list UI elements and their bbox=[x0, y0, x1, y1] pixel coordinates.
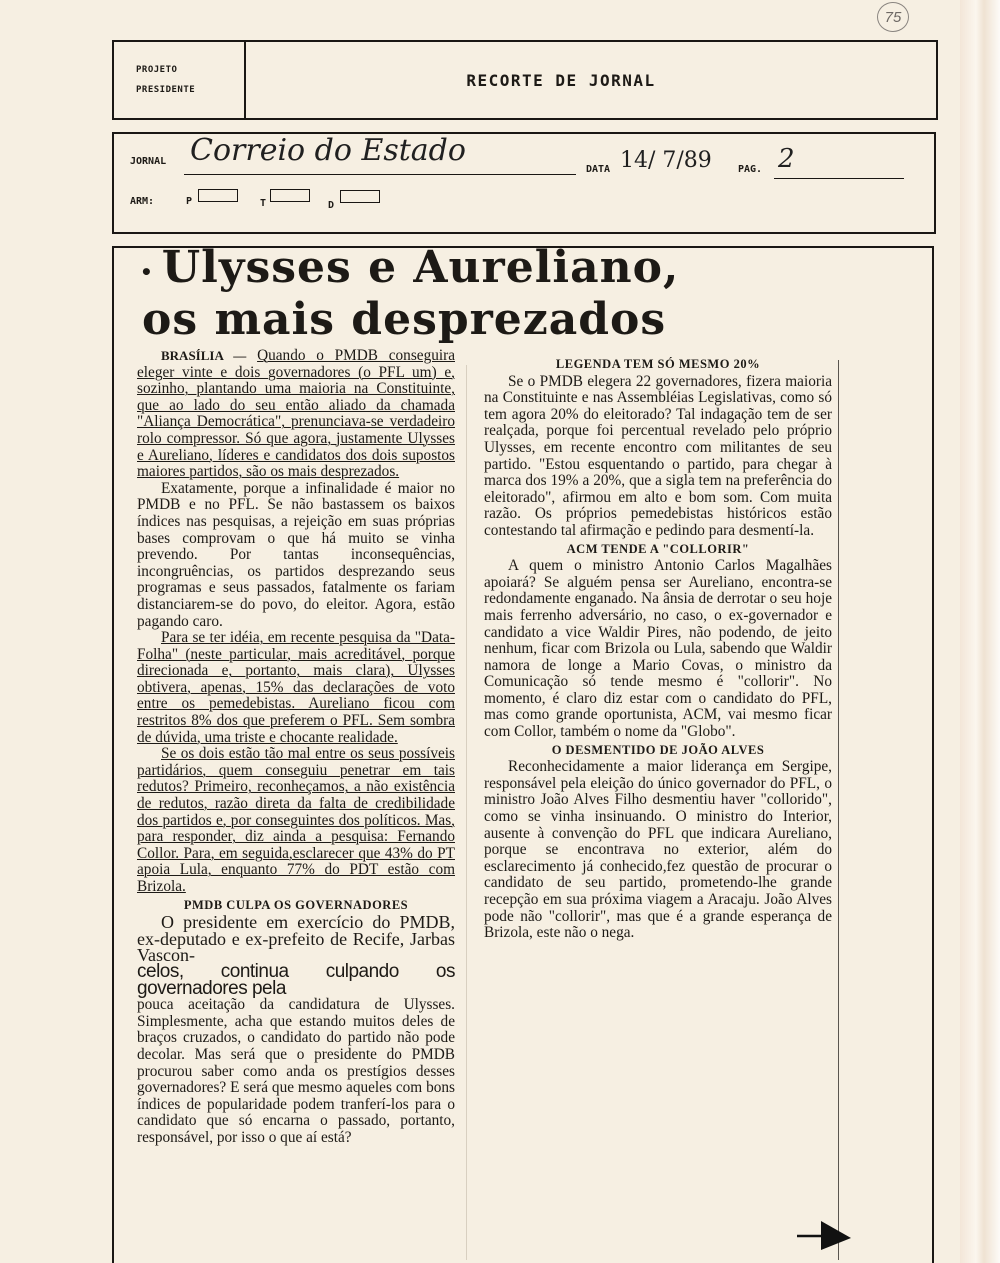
jornal-label: JORNAL bbox=[130, 156, 167, 167]
subheading-acm: ACM TENDE A "COLLORIR" bbox=[566, 541, 750, 556]
subheading-pmdb-culpa: PMDB CULPA OS GOVERNADORES bbox=[183, 897, 409, 912]
arm-label: ARM: bbox=[130, 196, 155, 207]
form-title: RECORTE DE JORNAL bbox=[466, 70, 656, 90]
jornal-underline bbox=[184, 174, 576, 175]
column-rule-right bbox=[838, 360, 839, 1260]
pag-label: PAG. bbox=[738, 164, 763, 175]
clipping-metadata bbox=[112, 132, 936, 234]
paragraph-4: Se os dois estão tão mal entre os seus possíveis partidários, quem conseguiu penetrar em tais redutos? Primeiro, reconheçamos, a não existência de redutos, razão direta da falta de credibilidade dos partidos e, por conseguintes dos políticos. Mas, para responder, diz ainda a pesquisa: Fernando Collor. Para, em seguida,esclarecer que 43% do PT apoia Lula, enquanto 77% do PDT estão com Brizola. bbox=[137, 745, 455, 895]
paragraph-5c: pouca aceitação da candidatura de Ulysses. Simplesmente, acha que estando muitos deles de braços cruzados, o candidato do partido não pode decolar. Mas será que o presidente do PMDB procurou saber como anda os prestígios desses governadores? E será que mesmo aqueles com bons índices de popularidade podem tranferí-los para o candidato que só encarna o passado, portanto, responsável, por isso o que aí está? bbox=[137, 996, 455, 1146]
paragraph-2: Exatamente, porque a infinalidade é maior no PMDB e no PFL. Se não bastassem os baixos índices nas pesquisas, a rejeição em suas próprias bases comprovam o que há muito se vinha prevendo. Por tantas inconsequências, incongruências, os partidos desprezando seus programas e seus passados, fatalmente os fariam distanciarem-se do povo, do eleitor. Agora, estão pagando caro. bbox=[137, 479, 455, 630]
paragraph-8: Reconhecidamente a maior liderança em Sergipe, responsável pela eleição do único governador do PFL, o ministro João Alves Filho desmentiu haver "collorido", como se vinha insinuando. O ministro do Interior, ausente à convenção do PFL que indicara Aureliano, porque se encontrava no exterior, além do esclarecimento já conhecido,fez questão de procurar o candidato de seu partido, prometendo-lhe grande recepção em sua próxima viagem a Aracaju. João Alves pode não "collorir", mas que é a grande esperança de Brizola, este não o nega. bbox=[484, 758, 832, 942]
bullet-icon: • bbox=[140, 260, 154, 284]
page-number: 75 bbox=[877, 2, 909, 32]
arrow-right-icon bbox=[795, 1218, 855, 1254]
article-headline bbox=[140, 242, 800, 346]
page-edge bbox=[960, 0, 1000, 1263]
project-label-line2: PRESIDENTE bbox=[136, 85, 196, 95]
subheading-joao-alves: O DESMENTIDO DE JOÃO ALVES bbox=[551, 742, 765, 757]
headline-line1: Ulysses e Aureliano, bbox=[161, 242, 680, 293]
pag-underline bbox=[774, 178, 904, 179]
paragraph-3: Para se ter idéia, em recente pesquisa da "Data-Folha" (neste particular, mais acreditável, porque direcionada e, portanto, mais clara), Ulysses obtivera, apenas, 15% das declarações de voto entre os pemedebistas. Aureliano ficou com restritos 8% dos que preferem o PFL. Sem sombra de dúvida, uma triste e chocante realidade. bbox=[137, 629, 455, 746]
project-label bbox=[114, 42, 246, 118]
data-label: DATA bbox=[586, 164, 611, 175]
subheading-legenda: LEGENDA TEM SÓ MESMO 20% bbox=[555, 357, 761, 371]
arm-p-label: P bbox=[186, 196, 193, 207]
headline-line2: os mais desprezados bbox=[142, 294, 667, 345]
project-label-line1: PROJETO bbox=[136, 65, 178, 75]
data-value: 14/ 7/89 bbox=[620, 148, 712, 173]
paragraph-6: Se o PMDB elegera 22 governadores, fizera maioria na Constituinte e nas Assembléias Legislativas, como só tem agora 20% do eleitorado? Tal indagação tem de ser realçada, porque foi percentual revelado pelo próprio Ulysses, em recente encontro com militantes de seu partido. "Estou esquentando o partido, para chegar à marca dos 19% a 20%, que a sigla tem na preferência do eleitorado", afirmou em alto e bom som. Com muita razão. Os próprios pemedebistas históricos estão contestando tal afirmação e pedindo para desmentí-la. bbox=[484, 372, 832, 539]
arm-d-box bbox=[340, 190, 380, 203]
arm-t-box bbox=[270, 189, 310, 202]
arm-d-label: D bbox=[328, 200, 335, 211]
paragraph-5a: O presidente em exercício do PMDB, ex-deputado e ex-prefeito de Recife, Jarbas Vascon- bbox=[137, 912, 455, 966]
paragraph-7: A quem o ministro Antonio Carlos Magalhães apoiará? Se alguém pensa ser Aureliano, encontra-se redondamente enganado. Na ânsia de derrotar o seu hoje mais ferrenho adversário, no caso, o ex-governador e candidato a vice Waldir Pires, não podendo, de jeito nenhum, ficar com Brizola ou Lula, sabendo que Waldir namora de longe a Mario Covas, o ministro da Comunicação só tende mesmo é "collorir". No momento, é claro diz estar com o candidato do PFL, mas como grande oportunista, ACM, vai mesmo ficar com Collor, também o nome da "Globo". bbox=[484, 557, 832, 741]
article-column-right bbox=[484, 355, 832, 942]
paragraph-1: Quando o PMDB conseguira eleger vinte e dois governadores (o PFL um) e, sozinho, plantando uma maioria na Constituinte, que ao lado do seu então aliado da chamada "Aliança Democrática", prenunciava-se verdadeiro rolo compressor. Só que agora, justamente Ulysses e Aureliano, líderes e candidatos dos dois supostos maiores partidos, são os mais desprezados. bbox=[137, 347, 455, 481]
column-rule-left bbox=[466, 365, 467, 1260]
form-header bbox=[112, 40, 938, 120]
arm-t-label: T bbox=[260, 198, 267, 209]
jornal-value: Correio do Estado bbox=[190, 133, 466, 168]
article-column-left bbox=[137, 348, 455, 1147]
pag-value: 2 bbox=[778, 144, 795, 174]
arm-p-box bbox=[198, 189, 238, 202]
dateline: BRASÍLIA — bbox=[161, 348, 247, 363]
paragraph-5b: celos, continua culpando os governadores pela bbox=[137, 960, 455, 999]
